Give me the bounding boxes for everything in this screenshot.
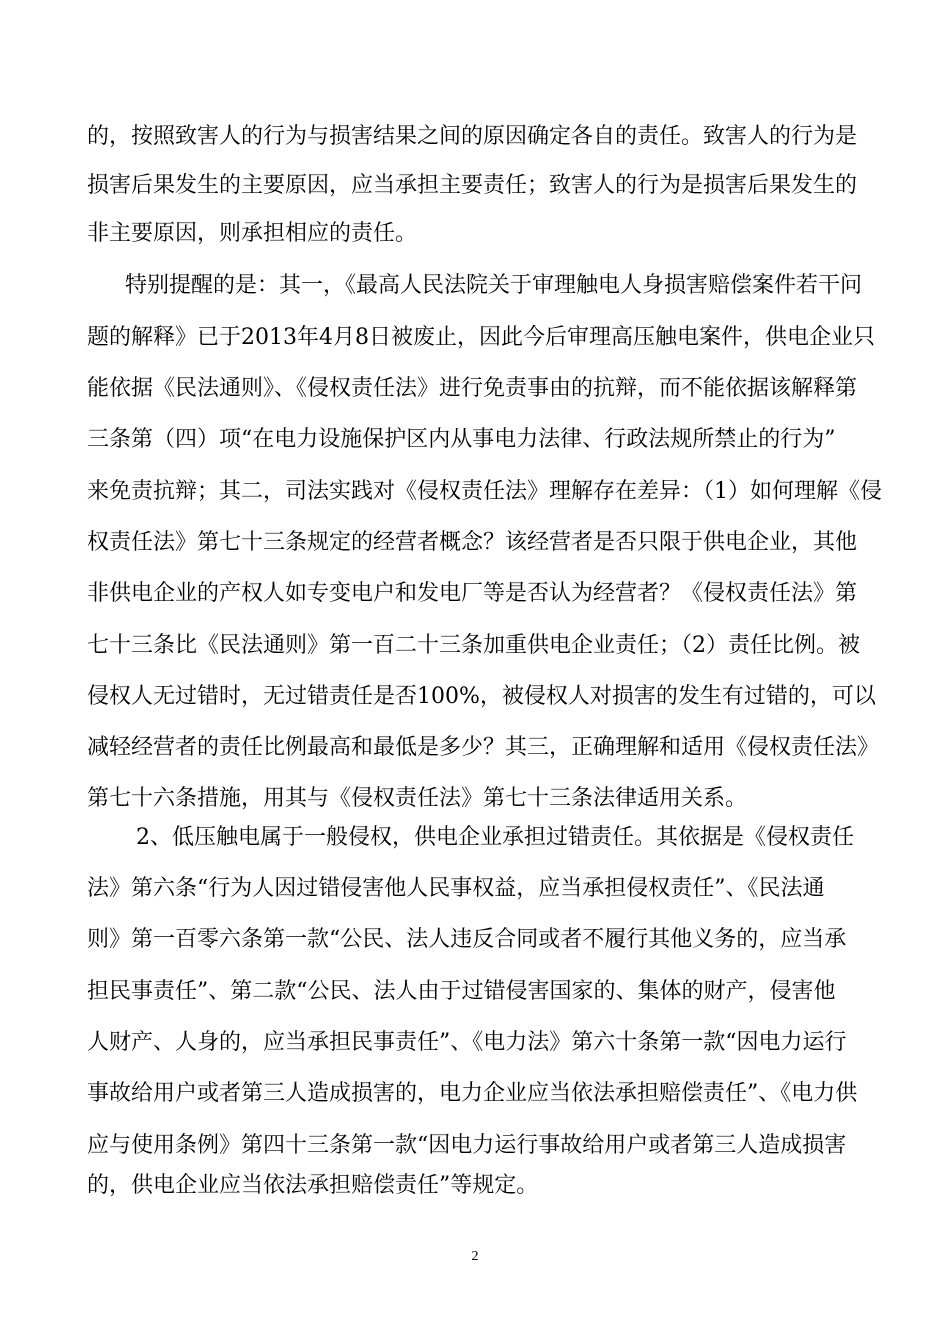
paragraph-line: 权责任法》第七十三条规定的经营者概念？该经营者是否只限于供电企业，其他 [87,530,858,555]
paragraph-line: 人财产、人身的，应当承担民事责任”、《电力法》第六十条第一款“因电力运行 [87,1030,847,1055]
paragraph-line: 减轻经营者的责任比例最高和最低是多少？其三，正确理解和适用《侵权责任法》 [87,735,880,760]
paragraph-line: 应与使用条例》第四十三条第一款“因电力运行事故给用户或者第三人造成损害 [87,1133,847,1158]
paragraph-line: 则》第一百零六条第一款“公民、法人违反合同或者不履行其他义务的，应当承 [87,927,847,952]
paragraph-line: 侵权人无过错时，无过错责任是否100%，被侵权人对损害的发生有过错的，可以 [87,684,876,709]
paragraph-line: 三条第（四）项“在电力设施保护区内从事电力法律、行政法规所禁止的行为” [87,427,836,452]
paragraph-line: 能依据《民法通则》、《侵权责任法》进行免责事由的抗辩，而不能依据该解释第 [87,376,858,401]
paragraph-line: 事故给用户或者第三人造成损害的，电力企业应当依法承担赔偿责任”、《电力供 [87,1081,858,1106]
page-number: 2 [471,1249,479,1264]
paragraph-line: 特别提醒的是：其一，《最高人民法院关于审理触电人身损害赔偿案件若干问 [125,273,863,298]
paragraph-line: 损害后果发生的主要原因，应当承担主要责任；致害人的行为是损害后果发生的 [87,173,858,198]
paragraph-line: 来免责抗辩；其二，司法实践对《侵权责任法》理解存在差异：（1）如何理解《侵 [87,479,882,504]
paragraph-line: 题的解释》已于2013年4月8日被废止，因此今后审理高压触电案件，供电企业只 [87,325,875,350]
paragraph-line: 担民事责任”、第二款“公民、法人由于过错侵害国家的、集体的财产，侵害他 [87,979,836,1004]
paragraph-line: 的，供电企业应当依法承担赔偿责任”等规定。 [87,1173,539,1198]
paragraph-line: 的，按照致害人的行为与损害结果之间的原因确定各自的责任。致害人的行为是 [87,124,858,149]
paragraph-line: 非主要原因，则承担相应的责任。 [87,221,418,246]
paragraph-line: 法》第六条“行为人因过错侵害他人民事权益，应当承担侵权责任”、《民法通 [87,876,825,901]
paragraph-line: 2、低压触电属于一般侵权，供电企业承担过错责任。其依据是《侵权责任 [136,825,854,850]
paragraph-line: 非供电企业的产权人如专变电户和发电厂等是否认为经营者？《侵权责任法》第 [87,581,858,606]
paragraph-line: 七十三条比《民法通则》第一百二十三条加重供电企业责任；（2）责任比例。被 [87,633,860,658]
paragraph-line: 第七十六条措施，用其与《侵权责任法》第七十三条法律适用关系。 [87,786,748,811]
